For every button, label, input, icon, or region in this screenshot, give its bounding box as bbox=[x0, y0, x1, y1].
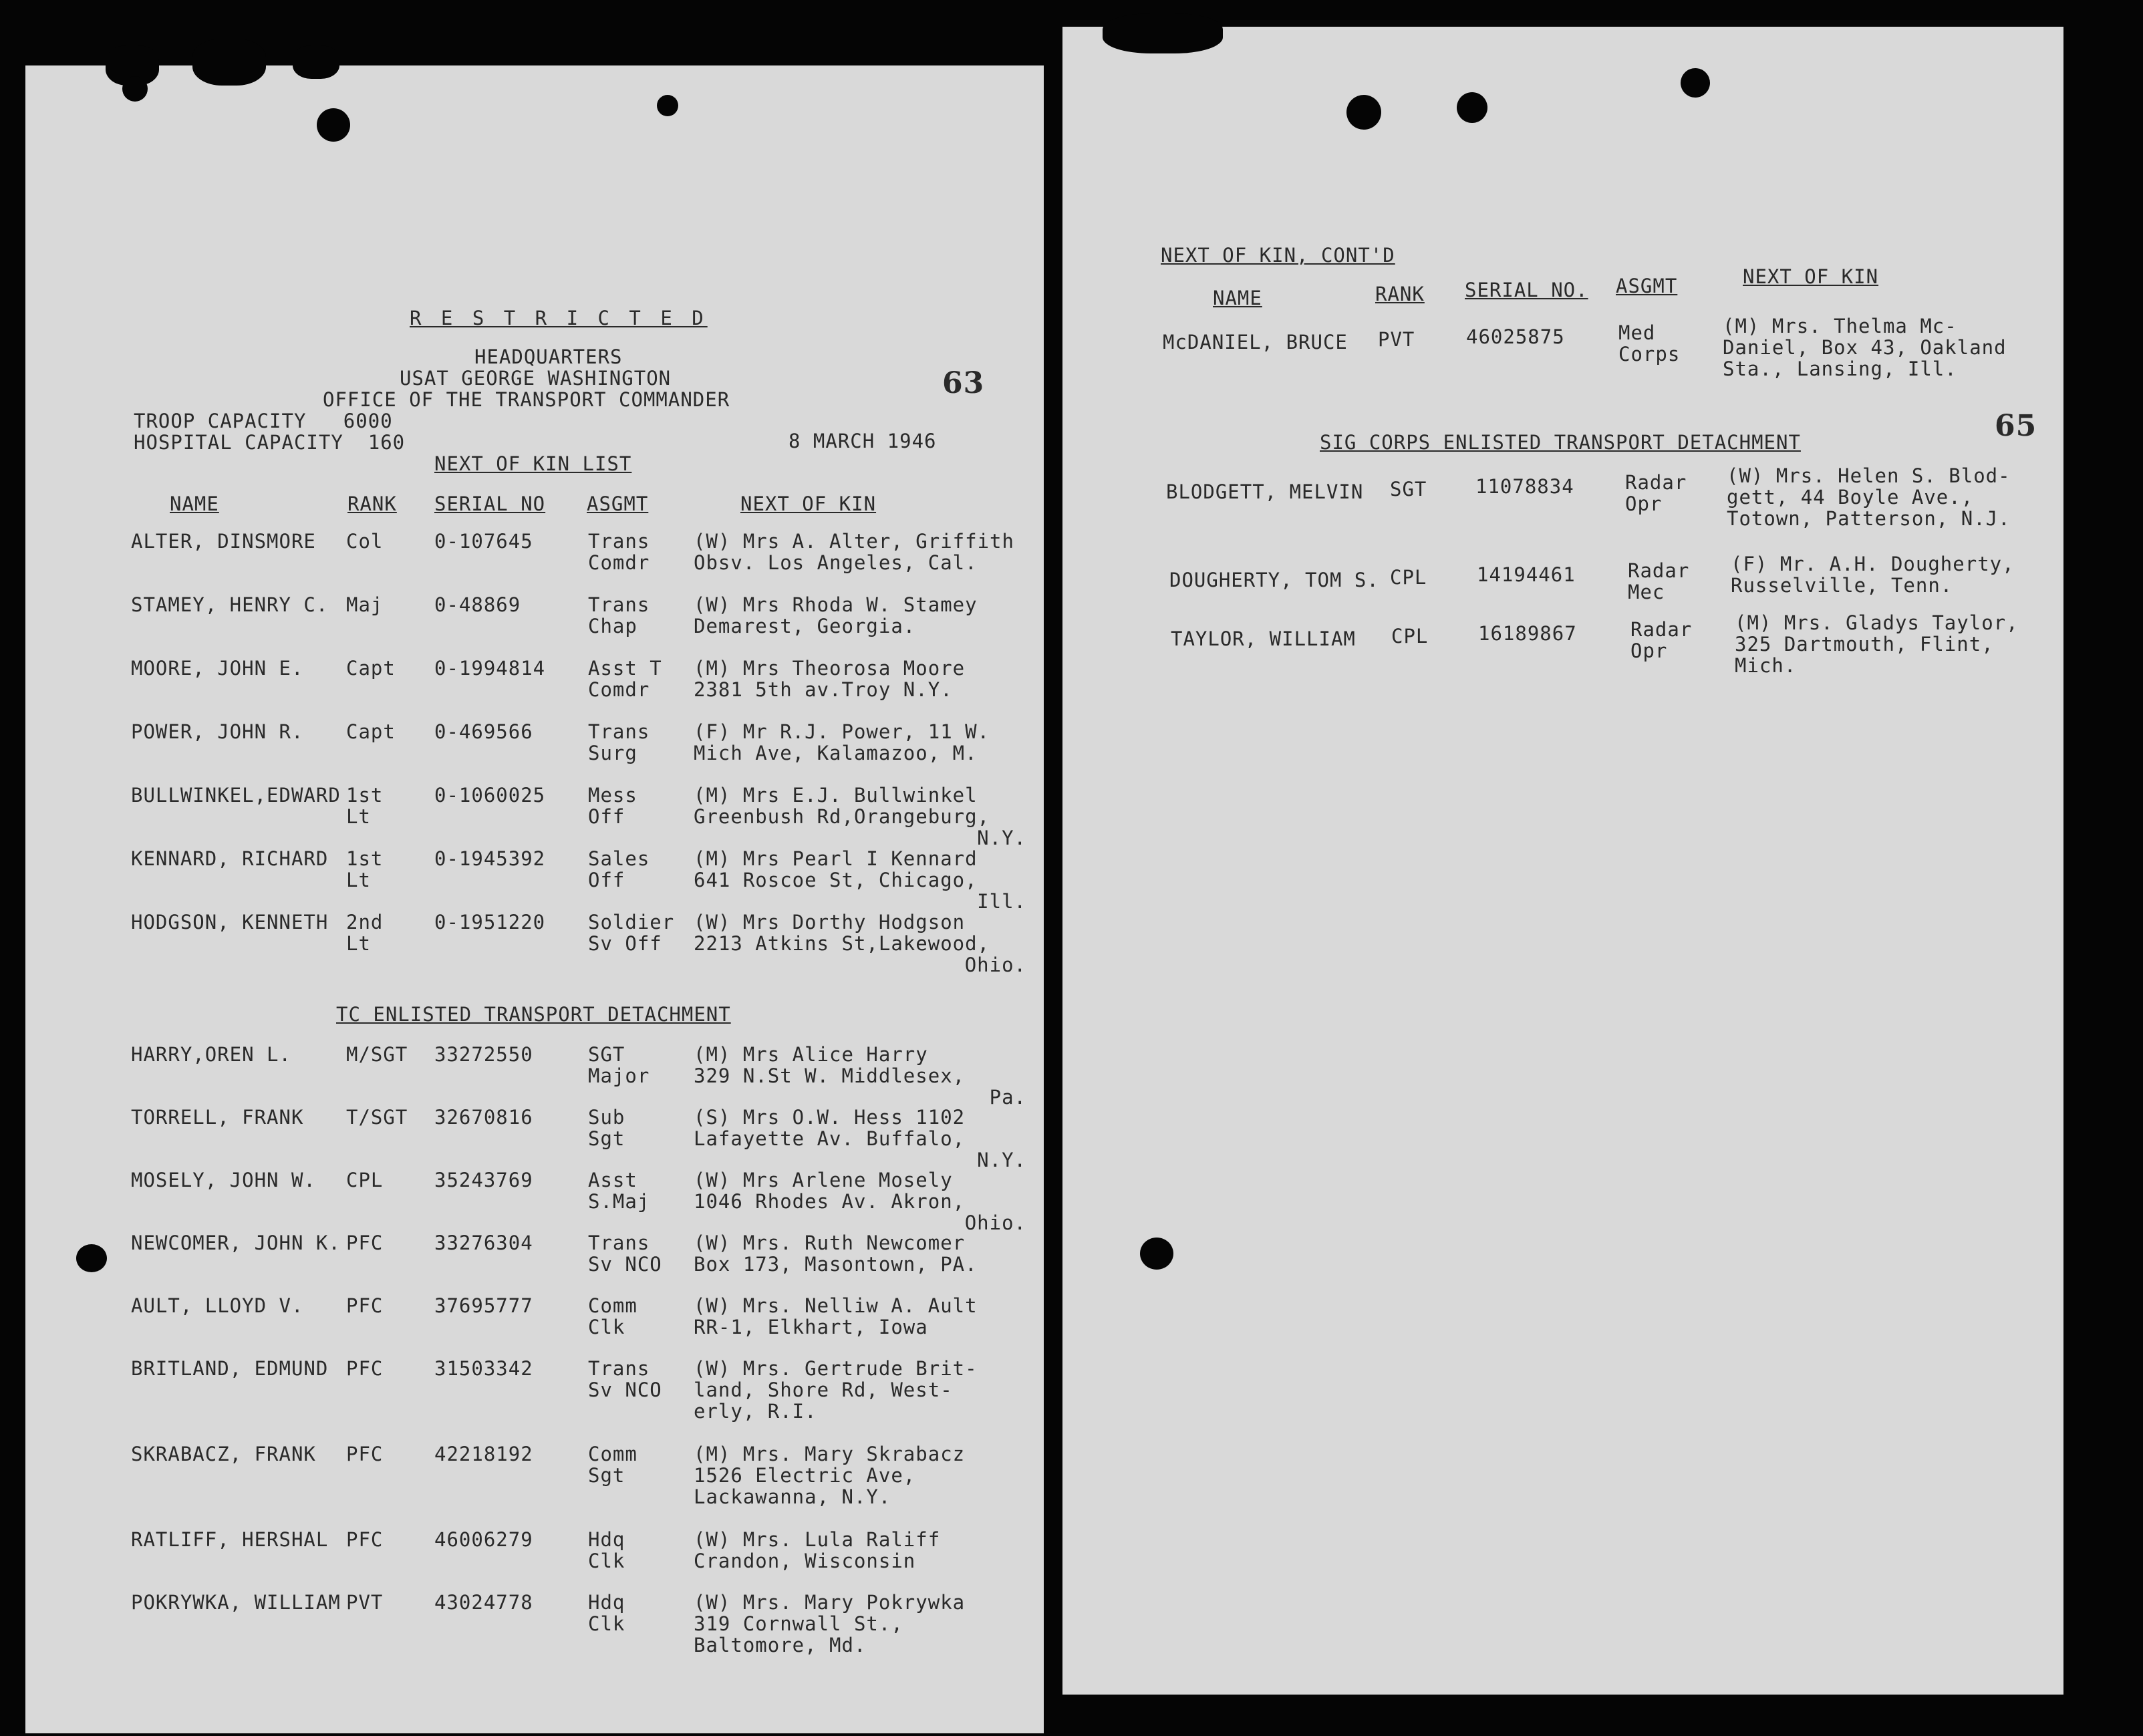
serial-cell: 0-1994814 bbox=[434, 657, 546, 680]
next-of-kin-cell: Ohio. bbox=[964, 1211, 1026, 1234]
asgmt-cell: Sub bbox=[588, 1106, 625, 1129]
next-of-kin-cell: 2213 Atkins St,Lakewood, bbox=[694, 932, 990, 955]
rank-cell: SGT bbox=[1390, 478, 1427, 500]
rank-cell: PFC bbox=[346, 1357, 384, 1380]
rank-cell: PFC bbox=[346, 1443, 384, 1465]
rank-cell: M/SGT bbox=[346, 1043, 408, 1066]
ship-name: USAT GEORGE WASHINGTON bbox=[400, 367, 672, 390]
page-number: 63 bbox=[942, 366, 985, 400]
next-of-kin-cell: Lackawanna, N.Y. bbox=[694, 1485, 891, 1508]
next-of-kin-cell: (W) Mrs Rhoda W. Stamey bbox=[694, 593, 978, 616]
asgmt-cell: Surg bbox=[588, 742, 637, 764]
next-of-kin-cell: land, Shore Rd, West- bbox=[694, 1379, 953, 1401]
serial-cell: 33272550 bbox=[434, 1043, 533, 1066]
asgmt-cell: Radar bbox=[1625, 471, 1687, 494]
column-header-serial: SERIAL NO. bbox=[1465, 279, 1588, 301]
asgmt-cell: Hdq bbox=[588, 1591, 625, 1614]
rank-cell: Maj bbox=[346, 593, 384, 616]
next-of-kin-cell: (F) Mr R.J. Power, 11 W. bbox=[694, 720, 990, 743]
rank-cell: PVT bbox=[1378, 328, 1415, 351]
name-cell: AULT, LLOYD V. bbox=[131, 1294, 304, 1317]
name-cell: McDANIEL, BRUCE bbox=[1163, 331, 1348, 353]
next-of-kin-cell: 641 Roscoe St, Chicago, bbox=[694, 869, 978, 891]
asgmt-cell: S.Maj bbox=[588, 1190, 650, 1213]
next-of-kin-cell: N.Y. bbox=[977, 827, 1026, 849]
column-header-rank: RANK bbox=[347, 492, 397, 515]
serial-cell: 16189867 bbox=[1478, 622, 1577, 645]
asgmt-cell: Opr bbox=[1625, 492, 1663, 515]
asgmt-cell: Off bbox=[588, 869, 625, 891]
name-cell: ALTER, DINSMORE bbox=[131, 530, 316, 553]
next-of-kin-cell: Ohio. bbox=[964, 954, 1026, 976]
punch-hole bbox=[1346, 95, 1381, 130]
next-of-kin-cell: (W) Mrs. Helen S. Blod- bbox=[1727, 464, 2011, 487]
next-of-kin-cell: Baltomore, Md. bbox=[694, 1634, 867, 1656]
next-of-kin-cell: (M) Mrs. Thelma Mc- bbox=[1723, 315, 1957, 337]
serial-cell: 46025875 bbox=[1466, 325, 1565, 348]
next-of-kin-cell: RR-1, Elkhart, Iowa bbox=[694, 1316, 928, 1338]
asgmt-cell: Chap bbox=[588, 615, 637, 637]
asgmt-cell: Med bbox=[1618, 321, 1656, 344]
asgmt-cell: Sv NCO bbox=[588, 1379, 662, 1401]
asgmt-cell: Soldier bbox=[588, 911, 675, 933]
serial-cell: 32670816 bbox=[434, 1106, 533, 1129]
next-of-kin-cell: (W) Mrs. Mary Pokrywka bbox=[694, 1591, 966, 1614]
next-of-kin-cell: (W) Mrs. Gertrude Brit- bbox=[694, 1357, 978, 1380]
asgmt-cell: Asst T bbox=[588, 657, 662, 680]
serial-cell: 33276304 bbox=[434, 1232, 533, 1254]
asgmt-cell: Corps bbox=[1618, 343, 1681, 366]
next-of-kin-cell: 1046 Rhodes Av. Akron, bbox=[694, 1190, 966, 1213]
serial-cell: 0-107645 bbox=[434, 530, 533, 553]
next-of-kin-cell: 2381 5th av.Troy N.Y. bbox=[694, 678, 953, 701]
name-cell: NEWCOMER, JOHN K. bbox=[131, 1232, 341, 1254]
rank-cell: PVT bbox=[346, 1591, 384, 1614]
asgmt-cell: Sgt bbox=[588, 1127, 625, 1150]
next-of-kin-cell: (W) Mrs Arlene Mosely bbox=[694, 1169, 953, 1191]
next-of-kin-cell: Mich Ave, Kalamazoo, M. bbox=[694, 742, 978, 764]
next-of-kin-cell: Mich. bbox=[1735, 654, 1797, 677]
asgmt-cell: Comdr bbox=[588, 551, 650, 574]
next-of-kin-cell: Ill. bbox=[977, 890, 1026, 913]
asgmt-cell: Clk bbox=[588, 1612, 625, 1635]
serial-cell: 11078834 bbox=[1475, 475, 1574, 498]
column-header-next-of-kin: NEXT OF KIN bbox=[1743, 265, 1879, 288]
document-date: 8 MARCH 1946 bbox=[789, 430, 937, 452]
next-of-kin-cell: Pa. bbox=[989, 1086, 1026, 1109]
column-header-rank: RANK bbox=[1375, 283, 1425, 305]
punch-hole bbox=[76, 1244, 107, 1272]
next-of-kin-cell: 329 N.St W. Middlesex, bbox=[694, 1064, 966, 1087]
troop-capacity: TROOP CAPACITY 6000 bbox=[134, 410, 393, 432]
asgmt-cell: Opr bbox=[1630, 639, 1668, 662]
name-cell: MOORE, JOHN E. bbox=[131, 657, 304, 680]
rank-cell: PFC bbox=[346, 1294, 384, 1317]
next-of-kin-cell: N.Y. bbox=[977, 1149, 1026, 1171]
asgmt-cell: Hdq bbox=[588, 1528, 625, 1551]
rank-cell: 1st bbox=[346, 847, 384, 870]
asgmt-cell: Off bbox=[588, 805, 625, 828]
name-cell: BULLWINKEL,EDWARD bbox=[131, 784, 341, 807]
name-cell: POWER, JOHN R. bbox=[131, 720, 304, 743]
name-cell: MOSELY, JOHN W. bbox=[131, 1169, 316, 1191]
serial-cell: 31503342 bbox=[434, 1357, 533, 1380]
next-of-kin-cell: Greenbush Rd,Orangeburg, bbox=[694, 805, 990, 828]
rank-cell: 2nd bbox=[346, 911, 384, 933]
next-of-kin-cell: (S) Mrs O.W. Hess 1102 bbox=[694, 1106, 966, 1129]
left-document-page bbox=[25, 65, 1044, 1733]
rank-cell: Lt bbox=[346, 869, 371, 891]
punch-hole bbox=[1457, 92, 1487, 123]
column-header-asgmt: ASGMT bbox=[587, 492, 649, 515]
column-header-name: NAME bbox=[170, 492, 219, 515]
rank-cell: Capt bbox=[346, 720, 396, 743]
next-of-kin-cell: (M) Mrs. Gladys Taylor, bbox=[1735, 611, 2019, 634]
next-of-kin-cell: (M) Mrs. Mary Skrabacz bbox=[694, 1443, 966, 1465]
asgmt-cell: Trans bbox=[588, 530, 650, 553]
name-cell: SKRABACZ, FRANK bbox=[131, 1443, 316, 1465]
next-of-kin-cell: gett, 44 Boyle Ave., bbox=[1727, 486, 1974, 509]
asgmt-cell: Trans bbox=[588, 593, 650, 616]
next-of-kin-cell: Sta., Lansing, Ill. bbox=[1723, 357, 1957, 380]
asgmt-cell: Sv Off bbox=[588, 932, 662, 955]
name-cell: TAYLOR, WILLIAM bbox=[1171, 627, 1356, 650]
contd-title: NEXT OF KIN, CONT'D bbox=[1161, 244, 1395, 267]
asgmt-cell: Mess bbox=[588, 784, 637, 807]
asgmt-cell: Sales bbox=[588, 847, 650, 870]
name-cell: TORRELL, FRANK bbox=[131, 1106, 304, 1129]
headquarters-line: HEADQUARTERS bbox=[474, 345, 623, 368]
torn-edge bbox=[192, 39, 266, 86]
rank-cell: CPL bbox=[1390, 566, 1427, 589]
right-document-page bbox=[1062, 27, 2063, 1695]
rank-cell: Capt bbox=[346, 657, 396, 680]
rank-cell: PFC bbox=[346, 1232, 384, 1254]
name-cell: HARRY,OREN L. bbox=[131, 1043, 291, 1066]
rank-cell: Lt bbox=[346, 805, 371, 828]
next-of-kin-cell: Totown, Patterson, N.J. bbox=[1727, 507, 2011, 530]
torn-edge bbox=[1103, 13, 1223, 53]
name-cell: BRITLAND, EDMUND bbox=[131, 1357, 329, 1380]
next-of-kin-cell: Demarest, Georgia. bbox=[694, 615, 916, 637]
asgmt-cell: Sv NCO bbox=[588, 1253, 662, 1276]
next-of-kin-cell: 319 Cornwall St., bbox=[694, 1612, 903, 1635]
next-of-kin-cell: Crandon, Wisconsin bbox=[694, 1550, 916, 1572]
rank-cell: CPL bbox=[346, 1169, 384, 1191]
rank-cell: CPL bbox=[1391, 625, 1429, 647]
next-of-kin-cell: Obsv. Los Angeles, Cal. bbox=[694, 551, 978, 574]
next-of-kin-cell: erly, R.I. bbox=[694, 1400, 817, 1423]
asgmt-cell: Major bbox=[588, 1064, 650, 1087]
name-cell: RATLIFF, HERSHAL bbox=[131, 1528, 329, 1551]
office-line: OFFICE OF THE TRANSPORT COMMANDER bbox=[323, 388, 730, 411]
name-cell: KENNARD, RICHARD bbox=[131, 847, 329, 870]
serial-cell: 0-1945392 bbox=[434, 847, 546, 870]
asgmt-cell: Asst bbox=[588, 1169, 637, 1191]
asgmt-cell: Radar bbox=[1628, 559, 1690, 582]
page-number: 65 bbox=[1995, 409, 2037, 443]
column-header-asgmt: ASGMT bbox=[1616, 275, 1678, 297]
next-of-kin-cell: (M) Mrs Theorosa Moore bbox=[694, 657, 966, 680]
next-of-kin-cell: (W) Mrs Dorthy Hodgson bbox=[694, 911, 966, 933]
asgmt-cell: Comm bbox=[588, 1443, 637, 1465]
next-of-kin-cell: (F) Mr. A.H. Dougherty, bbox=[1731, 553, 2015, 575]
hospital-capacity: HOSPITAL CAPACITY 160 bbox=[134, 431, 406, 454]
next-of-kin-cell: Daniel, Box 43, Oakland bbox=[1723, 336, 2007, 359]
rank-cell: 1st bbox=[346, 784, 384, 807]
serial-cell: 42218192 bbox=[434, 1443, 533, 1465]
serial-cell: 0-1060025 bbox=[434, 784, 546, 807]
name-cell: BLODGETT, MELVIN bbox=[1166, 480, 1364, 503]
torn-edge bbox=[293, 45, 339, 79]
asgmt-cell: SGT bbox=[588, 1043, 625, 1066]
next-of-kin-cell: (W) Mrs A. Alter, Griffith bbox=[694, 530, 1014, 553]
column-header-next-of-kin: NEXT OF KIN bbox=[740, 492, 877, 515]
next-of-kin-cell: (W) Mrs. Ruth Newcomer bbox=[694, 1232, 966, 1254]
next-of-kin-cell: (M) Mrs Alice Harry bbox=[694, 1043, 928, 1066]
punch-hole bbox=[1681, 68, 1710, 98]
serial-cell: 46006279 bbox=[434, 1528, 533, 1551]
asgmt-cell: Trans bbox=[588, 1357, 650, 1380]
rank-cell: Col bbox=[346, 530, 384, 553]
next-of-kin-cell: Russelville, Tenn. bbox=[1731, 574, 1953, 597]
punch-hole bbox=[657, 95, 678, 116]
name-cell: HODGSON, KENNETH bbox=[131, 911, 329, 933]
section-title-sig-corps: SIG CORPS ENLISTED TRANSPORT DETACHMENT bbox=[1320, 431, 1801, 454]
serial-cell: 0-1951220 bbox=[434, 911, 546, 933]
next-of-kin-cell: 1526 Electric Ave, bbox=[694, 1464, 916, 1487]
asgmt-cell: Clk bbox=[588, 1316, 625, 1338]
punch-hole bbox=[1140, 1238, 1173, 1270]
serial-cell: 0-48869 bbox=[434, 593, 521, 616]
name-cell: POKRYWKA, WILLIAM bbox=[131, 1591, 341, 1614]
asgmt-cell: Sgt bbox=[588, 1464, 625, 1487]
punch-hole bbox=[122, 76, 148, 102]
serial-cell: 43024778 bbox=[434, 1591, 533, 1614]
asgmt-cell: Comm bbox=[588, 1294, 637, 1317]
name-cell: DOUGHERTY, TOM S. bbox=[1169, 569, 1379, 591]
section-title-tc-enlisted: TC ENLISTED TRANSPORT DETACHMENT bbox=[336, 1003, 731, 1026]
rank-cell: Lt bbox=[346, 932, 371, 955]
asgmt-cell: Trans bbox=[588, 1232, 650, 1254]
list-title: NEXT OF KIN LIST bbox=[434, 452, 632, 475]
serial-cell: 37695777 bbox=[434, 1294, 533, 1317]
punch-hole bbox=[317, 108, 350, 142]
rank-cell: PFC bbox=[346, 1528, 384, 1551]
restricted-heading: R E S T R I C T E D bbox=[410, 307, 708, 329]
next-of-kin-cell: (W) Mrs. Lula Raliff bbox=[694, 1528, 941, 1551]
asgmt-cell: Comdr bbox=[588, 678, 650, 701]
next-of-kin-cell: (W) Mrs. Nelliw A. Ault bbox=[694, 1294, 978, 1317]
serial-cell: 14194461 bbox=[1477, 563, 1576, 586]
rank-cell: T/SGT bbox=[346, 1106, 408, 1129]
next-of-kin-cell: (M) Mrs Pearl I Kennard bbox=[694, 847, 978, 870]
asgmt-cell: Trans bbox=[588, 720, 650, 743]
next-of-kin-cell: (M) Mrs E.J. Bullwinkel bbox=[694, 784, 978, 807]
asgmt-cell: Mec bbox=[1628, 581, 1665, 603]
asgmt-cell: Clk bbox=[588, 1550, 625, 1572]
next-of-kin-cell: 325 Dartmouth, Flint, bbox=[1735, 633, 1994, 656]
serial-cell: 35243769 bbox=[434, 1169, 533, 1191]
next-of-kin-cell: Lafayette Av. Buffalo, bbox=[694, 1127, 966, 1150]
name-cell: STAMEY, HENRY C. bbox=[131, 593, 329, 616]
column-header-name: NAME bbox=[1213, 287, 1262, 309]
column-header-serial: SERIAL NO bbox=[434, 492, 546, 515]
serial-cell: 0-469566 bbox=[434, 720, 533, 743]
asgmt-cell: Radar bbox=[1630, 618, 1693, 641]
next-of-kin-cell: Box 173, Masontown, PA. bbox=[694, 1253, 978, 1276]
